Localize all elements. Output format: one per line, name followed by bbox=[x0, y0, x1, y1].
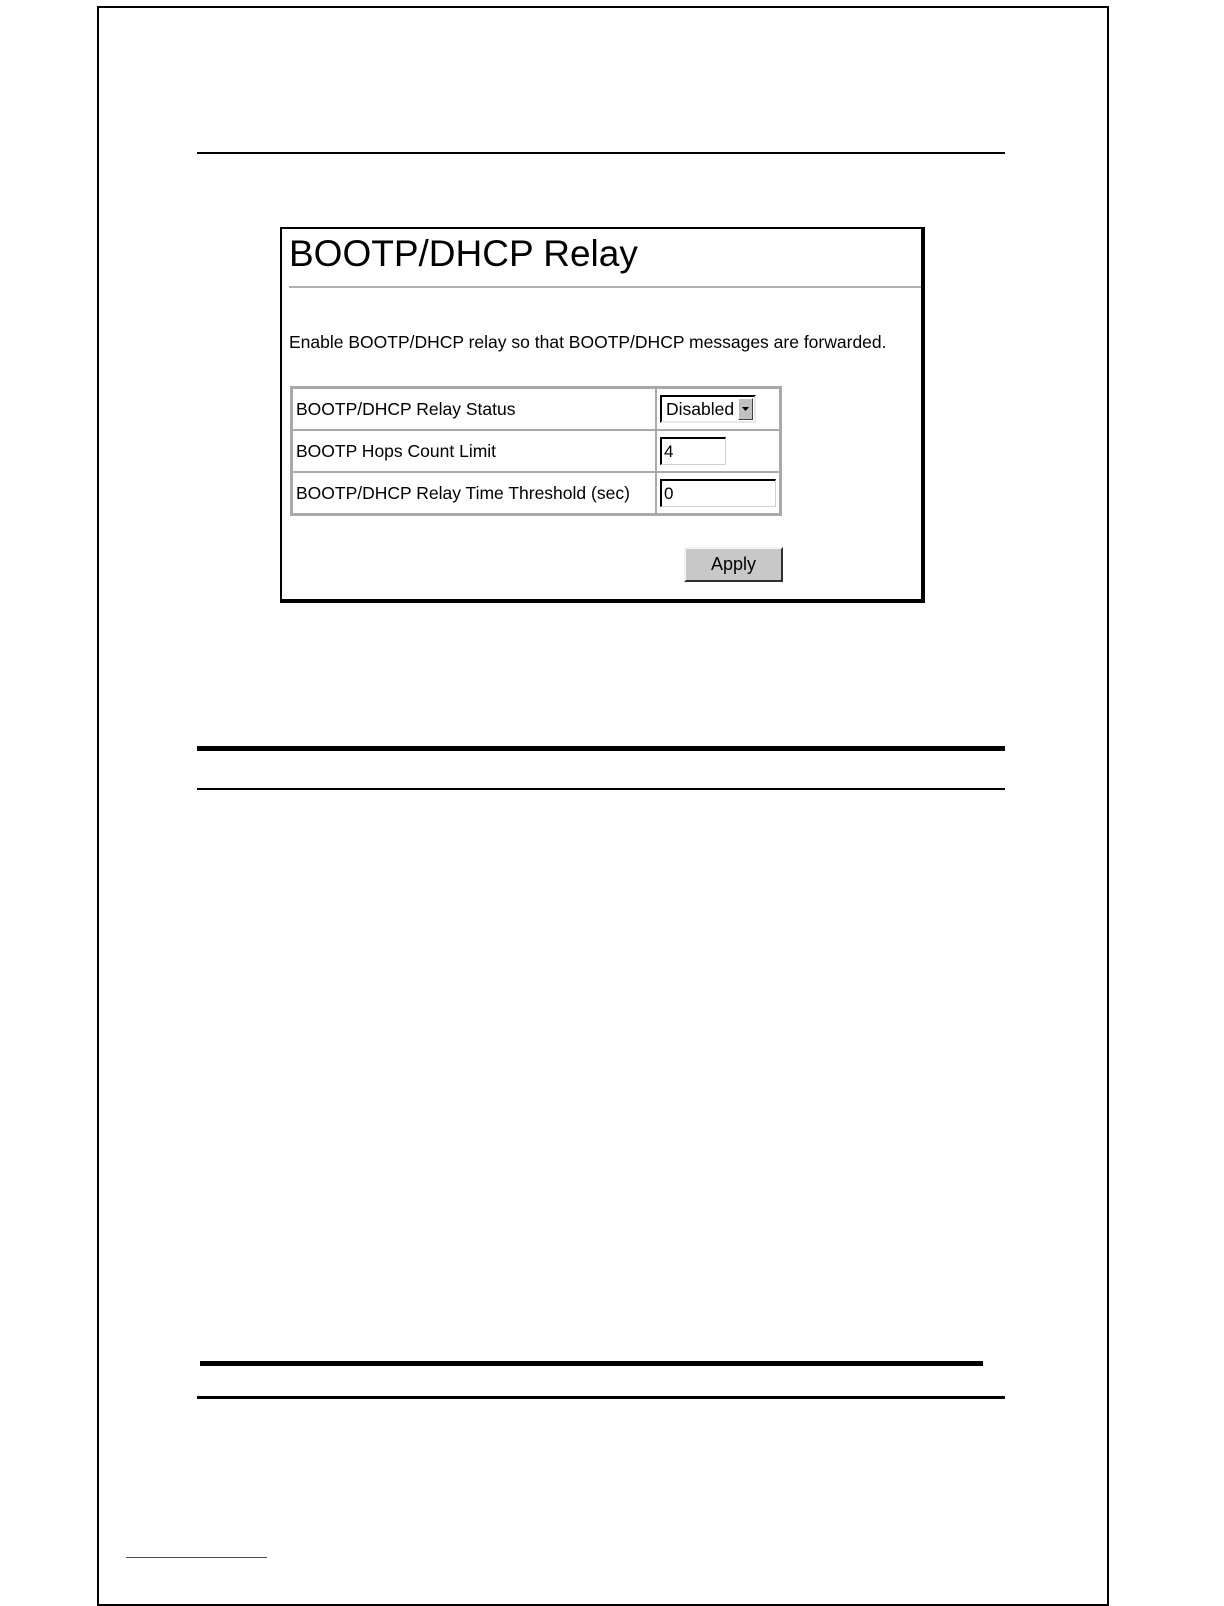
bootp-dhcp-relay-panel bbox=[280, 227, 925, 603]
relay-settings-table bbox=[290, 386, 782, 516]
page-title: BOOTP/DHCP Relay bbox=[289, 233, 638, 274]
hops-count-label: BOOTP Hops Count Limit bbox=[292, 430, 656, 472]
section-rule-thin bbox=[197, 788, 1005, 790]
table-row bbox=[292, 388, 780, 430]
relay-status-label: BOOTP/DHCP Relay Status bbox=[292, 388, 656, 430]
section-rule-thin-lower bbox=[197, 1396, 1005, 1399]
relay-status-cell bbox=[656, 388, 780, 430]
relay-status-select[interactable] bbox=[660, 395, 756, 423]
time-threshold-cell bbox=[656, 472, 780, 514]
hops-count-input[interactable] bbox=[660, 437, 726, 465]
panel-description: Enable BOOTP/DHCP relay so that BOOTP/DHCP messages are forwarded. bbox=[289, 332, 887, 352]
section-rule-thick-lower bbox=[200, 1361, 983, 1366]
table-row bbox=[292, 430, 780, 472]
title-divider bbox=[289, 286, 921, 288]
section-rule-thick bbox=[197, 746, 1005, 751]
footnote-rule bbox=[126, 1557, 267, 1558]
chevron-down-icon[interactable] bbox=[738, 398, 753, 420]
header-rule bbox=[197, 152, 1005, 154]
relay-status-value: Disabled bbox=[666, 398, 735, 419]
table-row bbox=[292, 472, 780, 514]
time-threshold-input[interactable] bbox=[660, 479, 776, 507]
hops-count-cell bbox=[656, 430, 780, 472]
time-threshold-label: BOOTP/DHCP Relay Time Threshold (sec) bbox=[292, 472, 656, 514]
apply-button[interactable]: Apply bbox=[684, 547, 783, 582]
